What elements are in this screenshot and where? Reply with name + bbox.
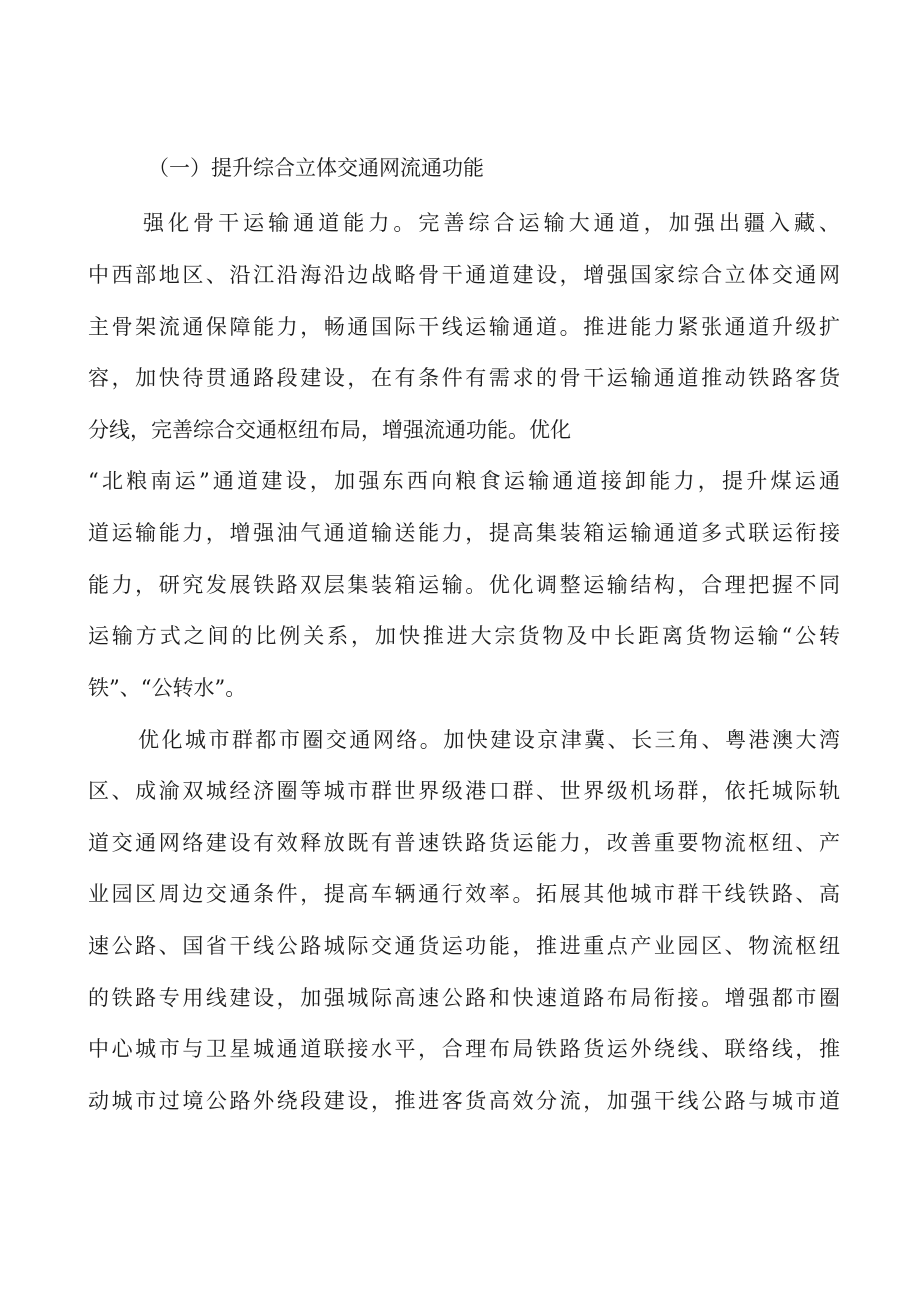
paragraph-line: 道运输能力，增强油气通道输送能力，提高集装箱运输通道多式联运衔接	[88, 521, 840, 545]
paragraph-line: 容，加快待贯通路段建设，在有条件有需求的骨干运输通道推动铁路客货	[88, 366, 840, 390]
paragraph-line: 中西部地区、沿江沿海沿边战略骨干通道建设，增强国家综合立体交通网	[88, 263, 840, 287]
paragraph-line: 铁”、“公转水”。	[88, 676, 247, 700]
section-heading: （一）提升综合立体交通网流通功能	[148, 156, 484, 180]
paragraph-line: “北粮南运”通道建设，加强东西向粮食运输通道接卸能力，提升煤运通	[88, 469, 840, 493]
paragraph-line: 道交通网络建设有效释放既有普速铁路货运能力，改善重要物流枢纽、产	[88, 831, 840, 855]
paragraph-line: 中心城市与卫星城通道联接水平，合理布局铁路货运外绕线、联络线，推	[88, 1037, 840, 1061]
paragraph-line: 速公路、国省干线公路城际交通货运功能，推进重点产业园区、物流枢纽	[88, 934, 840, 958]
paragraph-line: 能力，研究发展铁路双层集装箱运输。优化调整运输结构，合理把握不同	[88, 573, 840, 597]
paragraph-line: 分线，完善综合交通枢纽布局，增强流通功能。优化	[88, 418, 571, 442]
paragraph-line: 的铁路专用线建设，加强城际高速公路和快速道路布局衔接。增强都市圈	[88, 986, 840, 1010]
paragraph-line: 动城市过境公路外绕段建设，推进客货高效分流，加强干线公路与城市道	[88, 1089, 840, 1113]
paragraph-line: 主骨架流通保障能力，畅通国际干线运输通道。推进能力紧张通道升级扩	[88, 315, 840, 339]
paragraph-line: 优化城市群都市圈交通网络。加快建设京津冀、长三角、粤港澳大湾	[138, 728, 840, 752]
paragraph-line: 强化骨干运输通道能力。完善综合运输大通道，加强出疆入藏、	[143, 211, 840, 235]
paragraph-line: 区、成渝双城经济圈等城市群世界级港口群、世界级机场群，依托城际轨	[88, 779, 840, 803]
paragraph-line: 业园区周边交通条件，提高车辆通行效率。拓展其他城市群干线铁路、高	[88, 882, 840, 906]
paragraph-line: 运输方式之间的比例关系，加快推进大宗货物及中长距离货物运输“公转	[88, 624, 840, 648]
